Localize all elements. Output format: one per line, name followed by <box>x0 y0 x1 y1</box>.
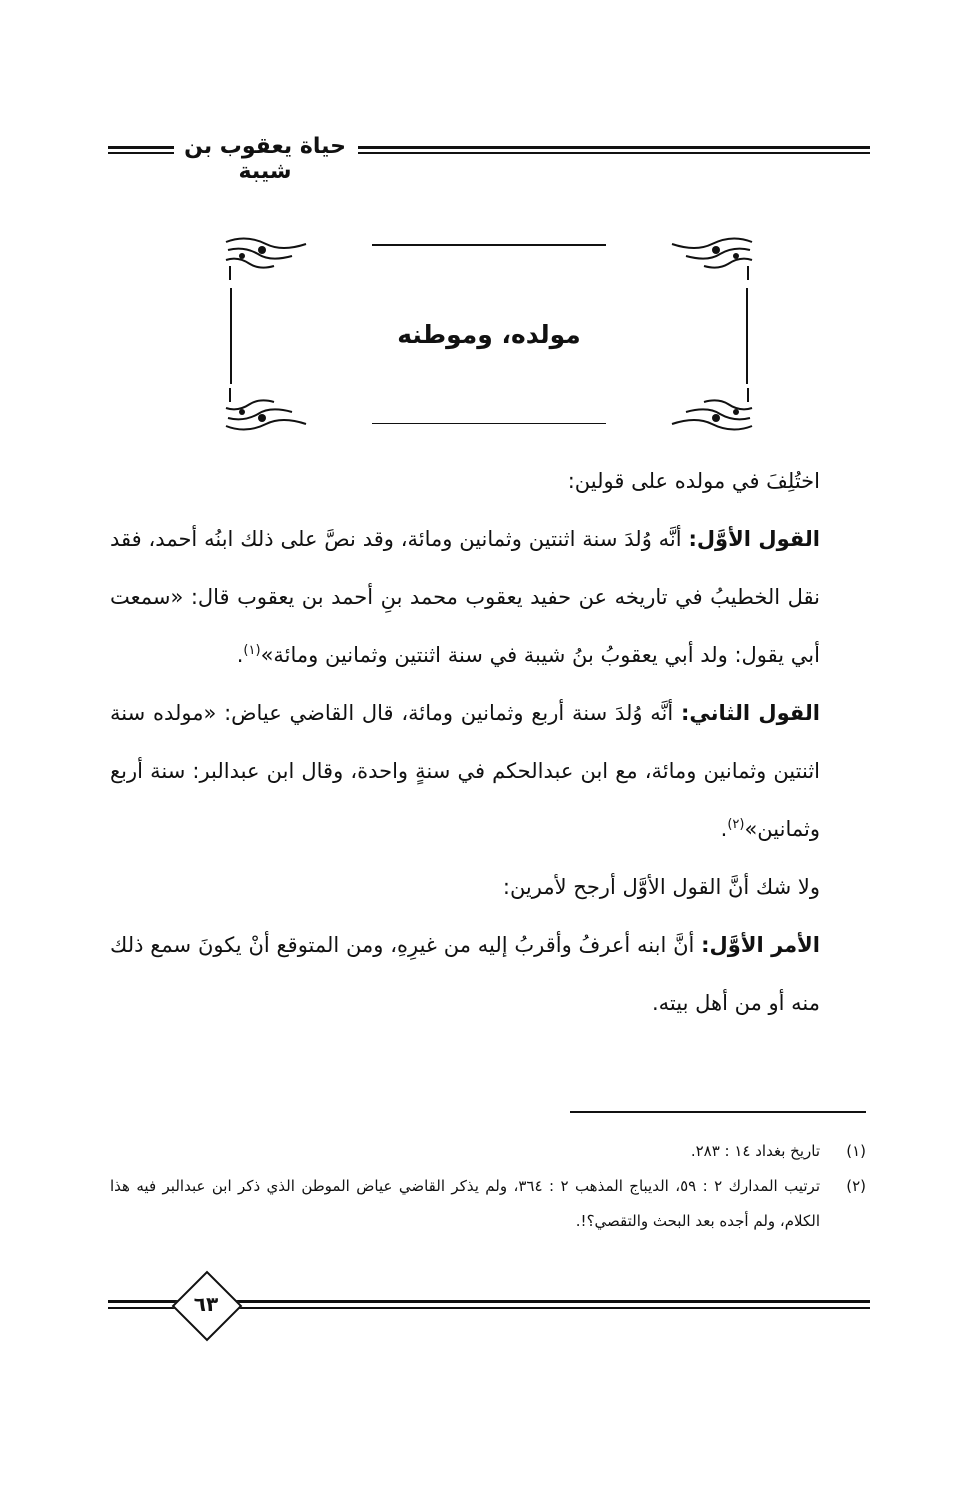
body-text <box>110 452 866 1032</box>
paragraph-text: أنَّه وُلدَ سنة اثنتين وثمانين ومائة، وقد نصَّ على ذلك ابنُه أحمد، فقد نقل الخطيبُ في تاريخه عن حفيد يعقوب محمد بنِ أحمد بن يعقوب قال: «سمعت أبي يقول: ولد أبي يعقوبُ بنُ شيبة في سنة اثنتين وثمانين ومائة» <box>110 527 820 667</box>
header-rule-right-thin <box>358 152 870 154</box>
first-opinion-paragraph <box>110 510 866 684</box>
corner-ornament-icon <box>664 236 756 280</box>
paragraph-end: . <box>236 643 244 667</box>
paragraph-lead: القول الثاني: <box>680 701 821 725</box>
chapter-title: مولده، وموطنه <box>397 320 581 349</box>
paragraph-text: أنَّه وُلدَ سنة أربع وثمانين ومائة، قال القاضي عياض: «مولده سنة اثنتين وثمانين ومائة، مع ابن عبدالحكم في سنةٍ واحدة، وقال ابن عبدالبر: سنة أربع وثمانين» <box>110 701 820 841</box>
footnote-item <box>110 1169 866 1239</box>
running-title: حياة يعقوب بن شيبة <box>184 134 346 184</box>
footnote-separator <box>570 1111 866 1113</box>
footnote-text: تاريخ بغداد ١٤ : ٢٨٣. <box>690 1142 820 1160</box>
corner-ornament-icon <box>664 388 756 432</box>
footer-rule-right <box>226 1300 870 1303</box>
footnotes <box>110 1134 866 1239</box>
chapter-title-frame <box>222 236 756 432</box>
frame-top-bar <box>372 244 606 246</box>
corner-ornament-icon <box>222 236 314 280</box>
footnote-ref[interactable]: (٢) <box>727 817 745 832</box>
paragraph-text: أنَّ ابنه أعرفُ وأقربُ إليه من غيرِهِ، ومن المتوقع أنْ يكونَ سمع ذلك منه أو من أهل بيته. <box>110 933 820 1015</box>
page-number: ٦٣ <box>193 1292 219 1316</box>
paragraph-lead: القول الأوَّل: <box>688 527 820 551</box>
footer-rule-right-thin <box>226 1307 870 1309</box>
intro-paragraph: اختُلِفَ في مولده على قولين: <box>567 469 820 493</box>
header-rule-right <box>358 146 870 149</box>
footnote-number: (٢) <box>846 1177 866 1195</box>
first-reason-paragraph <box>110 916 866 1032</box>
footnote-number: (١) <box>846 1142 866 1160</box>
second-opinion-paragraph <box>110 684 866 858</box>
footnote-ref[interactable]: (١) <box>243 643 261 658</box>
frame-bottom-bar <box>372 423 606 425</box>
header-rule-left <box>108 146 174 149</box>
paragraph-end: . <box>720 817 728 841</box>
paragraph-lead: الأمر الأوَّل: <box>701 933 820 957</box>
footnote-item <box>110 1134 866 1169</box>
corner-ornament-icon <box>222 388 314 432</box>
footnote-text: ترتيب المدارك ٢ : ٥٩، الديباج المذهب ٢ : ٣٦٤، ولم يذكر القاضي عياض الموطن الذي ذكر ابن عبدالبر فيه هذا الكلام، ولم أجده بعد البحث والتقصي؟!. <box>110 1177 821 1230</box>
header-rule-left-thin <box>108 152 174 154</box>
conclusion-paragraph: ولا شك أنَّ القول الأوَّل أرجح لأمرين: <box>502 875 820 899</box>
